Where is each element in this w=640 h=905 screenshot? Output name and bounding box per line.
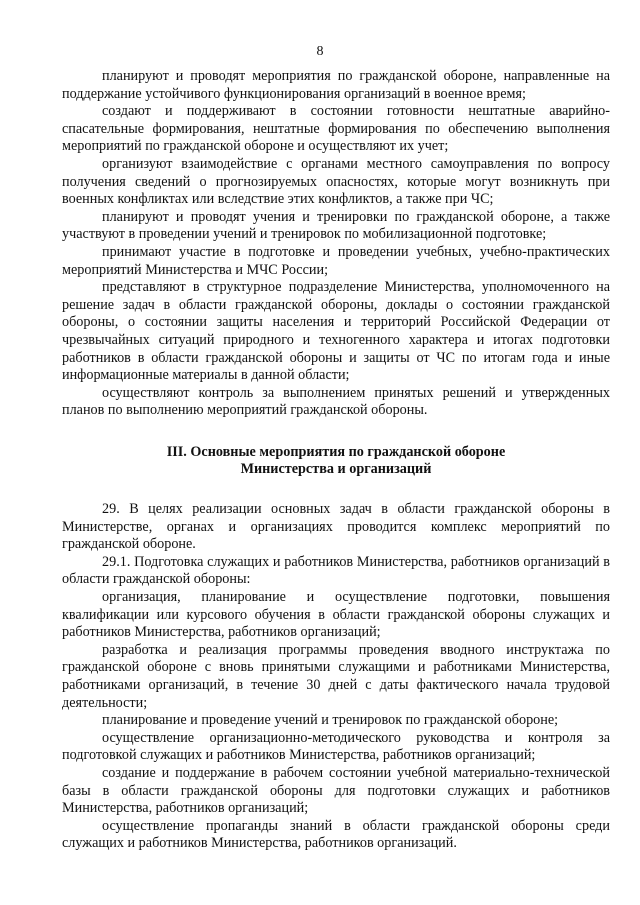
section-title-line-2: Министерства и организаций bbox=[240, 461, 432, 478]
paragraph: разработка и реализация программы проведения вводного инструктажа по гражданской обороне с вновь принятыми служащими и работниками Министерства, работниками организаций, в течение 30 дней с даты фактического начала трудовой деятельности; bbox=[62, 641, 610, 711]
document-body bbox=[62, 68, 610, 853]
paragraph: представляют в структурное подразделение Министерства, уполномоченного на решение задач в области гражданской обороны, доклады о состоянии гражданской обороны, о состоянии защиты населения и территорий Российской Федерации от чрезвычайных ситуаций природного и техногенного характера и итогах подготовки работников в области гражданской обороны и защиты от ЧС по итогам года и иные информационные материалы в данной области; bbox=[62, 279, 610, 384]
paragraph: 29.1. Подготовка служащих и работников Министерства, работников организаций в области гражданской обороны: bbox=[62, 553, 610, 588]
paragraph: создают и поддерживают в состоянии готовности нештатные аварийно-спасательные формирования, нештатные формирования по обеспечению выполнения мероприятий по гражданской обороне и осуществляют их учет; bbox=[62, 103, 610, 155]
paragraph: осуществляют контроль за выполнением принятых решений и утвержденных планов по выполнению мероприятий гражданской обороны. bbox=[62, 384, 610, 419]
paragraph: осуществление организационно-методического руководства и контроля за подготовкой служащих и работников Министерства, работников организаций; bbox=[62, 729, 610, 764]
section-title bbox=[62, 444, 610, 479]
paragraph: 29. В целях реализации основных задач в области гражданской обороны в Министерстве, органах и организациях проводится комплекс мероприятий по гражданской обороне. bbox=[62, 501, 610, 553]
paragraph: организация, планирование и осуществление подготовки, повышения квалификации или курсового обучения в области гражданской обороны служащих и работников Министерства, работников организаций; bbox=[62, 589, 610, 641]
paragraph: планируют и проводят учения и тренировки по гражданской обороне, а также участвуют в проведении учений и тренировок по мобилизационной подготовке; bbox=[62, 208, 610, 243]
paragraph: планируют и проводят мероприятия по гражданской обороне, направленные на поддержание устойчивого функционирования организаций в военное время; bbox=[62, 68, 610, 102]
paragraph: организуют взаимодействие с органами местного самоуправления по вопросу получения сведений о прогнозируемых опасностях, которые могут возникнуть при военных конфликтах или вследствие этих конфликтов, а также при ЧС; bbox=[62, 155, 610, 208]
page-number: 8 bbox=[316, 44, 324, 59]
section-title-line-1: III. Основные мероприятия по гражданской обороне bbox=[166, 443, 506, 460]
paragraph: планирование и проведение учений и тренировок по гражданской обороне; bbox=[102, 712, 559, 729]
paragraph: осуществление пропаганды знаний в области гражданской обороны среди служащих и работников Министерства, работников организаций. bbox=[62, 817, 610, 852]
paragraph: создание и поддержание в рабочем состоянии учебной материально-технической базы в области гражданской обороны для подготовки служащих и работников Министерства, работников организаций; bbox=[62, 764, 610, 817]
paragraph: принимают участие в подготовке и проведении учебных, учебно-практических мероприятий Министерства и МЧС России; bbox=[62, 243, 610, 278]
